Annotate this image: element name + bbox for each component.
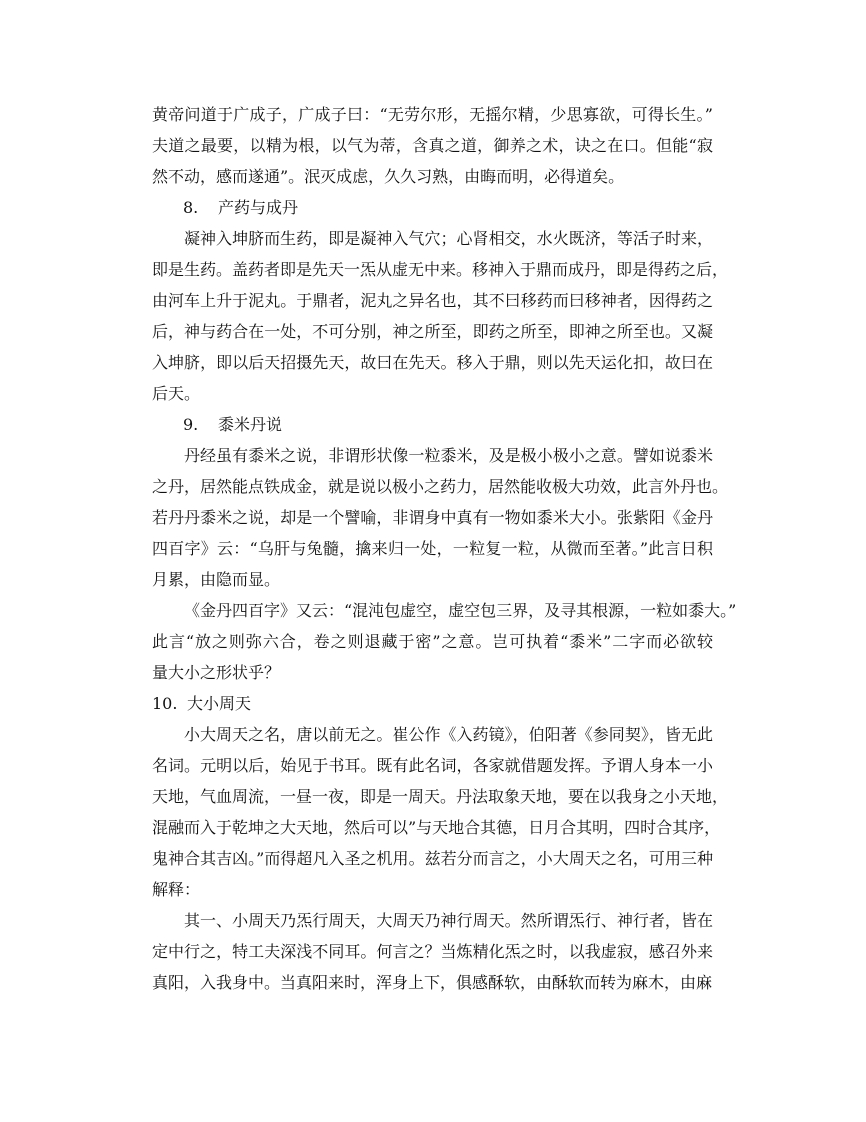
section-title: 大小周天 bbox=[187, 694, 252, 713]
text-line: 此言“放之则弥六合，卷之则退藏于密”之意。岂可执着“黍米”二字而必欲较 bbox=[152, 632, 713, 651]
text-line: 真阳，入我身中。当真阳来时，浑身上下，俱感酥软，由酥软而转为麻木，由麻 bbox=[152, 973, 713, 992]
text-line: 定中行之，特工夫深浅不同耳。何言之？当炼精化炁之时，以我虚寂，感召外来 bbox=[152, 942, 713, 961]
section-number: 10. bbox=[152, 694, 178, 713]
text-line: 丹经虽有黍米之说，非谓形状像一粒黍米，及是极小极小之意。譬如说黍米 bbox=[184, 446, 713, 465]
section-heading bbox=[152, 409, 713, 440]
text-line: 夫道之最要，以精为根，以气为蒂，含真之道，御养之术，诀之在口。但能“寂 bbox=[152, 136, 713, 155]
text-line: 天地，气血周流，一昼一夜，即是一周天。丹法取象天地，要在以我身之小天地， bbox=[152, 787, 729, 806]
text-line: 然不动，感而遂通”。泯灭成虑，久久习熟，由晦而明，必得道矣。 bbox=[152, 167, 625, 186]
section-heading bbox=[152, 688, 713, 719]
section-number: 8. bbox=[183, 198, 199, 217]
text-line: 鬼神合其吉凶。”而得超凡入圣之机用。兹若分而言之，小大周天之名，可用三种 bbox=[152, 849, 713, 868]
text-line: 由河车上升于泥丸。于鼎者，泥丸之异名也，其不曰移药而曰移神者，因得药之 bbox=[152, 291, 713, 310]
text-line: 若丹丹黍米之说，却是一个譬喻，非谓身中真有一物如黍米大小。张紫阳《金丹 bbox=[152, 508, 713, 527]
paragraph bbox=[152, 595, 737, 688]
section-number: 9. bbox=[183, 415, 199, 434]
text-line: 月累，由隐而显。 bbox=[152, 570, 281, 589]
section-title: 产药与成丹 bbox=[218, 198, 299, 217]
text-line: 《金丹四百字》又云：“混沌包虚空，虚空包三界，及寻其根源，一粒如黍大。” bbox=[184, 601, 737, 620]
text-line: 之丹，居然能点铁成金，就是说以极小之药力，居然能收极大功效，此言外丹也。 bbox=[152, 477, 729, 496]
text-line: 小大周天之名，唐以前无之。崔公作《入药镜》，伯阳著《参同契》，皆无此 bbox=[184, 725, 713, 744]
document-page bbox=[152, 99, 737, 998]
text-line: 黄帝问道于广成子，广成子曰：“无劳尔形，无摇尔精，少思寡欲，可得长生。” bbox=[152, 105, 713, 124]
paragraph bbox=[152, 719, 729, 905]
text-line: 即是生药。盖药者即是先天一炁从虚无中来。移神入于鼎而成丹，即是得药之后， bbox=[152, 260, 729, 279]
text-line: 入坤脐，即以后天招摄先天，故曰在先天。移入于鼎，则以先天运化扣，故曰在 bbox=[152, 353, 713, 372]
text-line: 凝神入坤脐而生药，即是凝神入气穴；心肾相交，水火既济，等活子时来， bbox=[184, 229, 713, 248]
text-line: 后天。 bbox=[152, 384, 201, 403]
section-heading bbox=[152, 192, 713, 223]
text-line: 后，神与药合在一处，不可分别，神之所至，即药之所至，即神之所至也。又凝 bbox=[152, 322, 713, 341]
paragraph bbox=[152, 99, 713, 192]
text-line: 名词。元明以后，始见于书耳。既有此名词，各家就借题发挥。予谓人身本一小 bbox=[152, 756, 713, 775]
text-line: 混融而入于乾坤之大天地，然后可以”与天地合其德，日月合其明，四时合其序， bbox=[152, 818, 721, 837]
paragraph bbox=[152, 440, 729, 595]
paragraph bbox=[152, 905, 713, 998]
paragraph bbox=[152, 223, 729, 409]
text-line: 四百字》云：“乌肝与兔髓，擒来归一处，一粒复一粒，从微而至著。”此言日积 bbox=[152, 539, 713, 558]
text-line: 解释： bbox=[152, 880, 201, 899]
text-line: 量大小之形状乎？ bbox=[152, 663, 281, 682]
section-title: 黍米丹说 bbox=[218, 415, 283, 434]
text-line: 其一、小周天乃炁行周天，大周天乃神行周天。然所谓炁行、神行者，皆在 bbox=[184, 911, 713, 930]
